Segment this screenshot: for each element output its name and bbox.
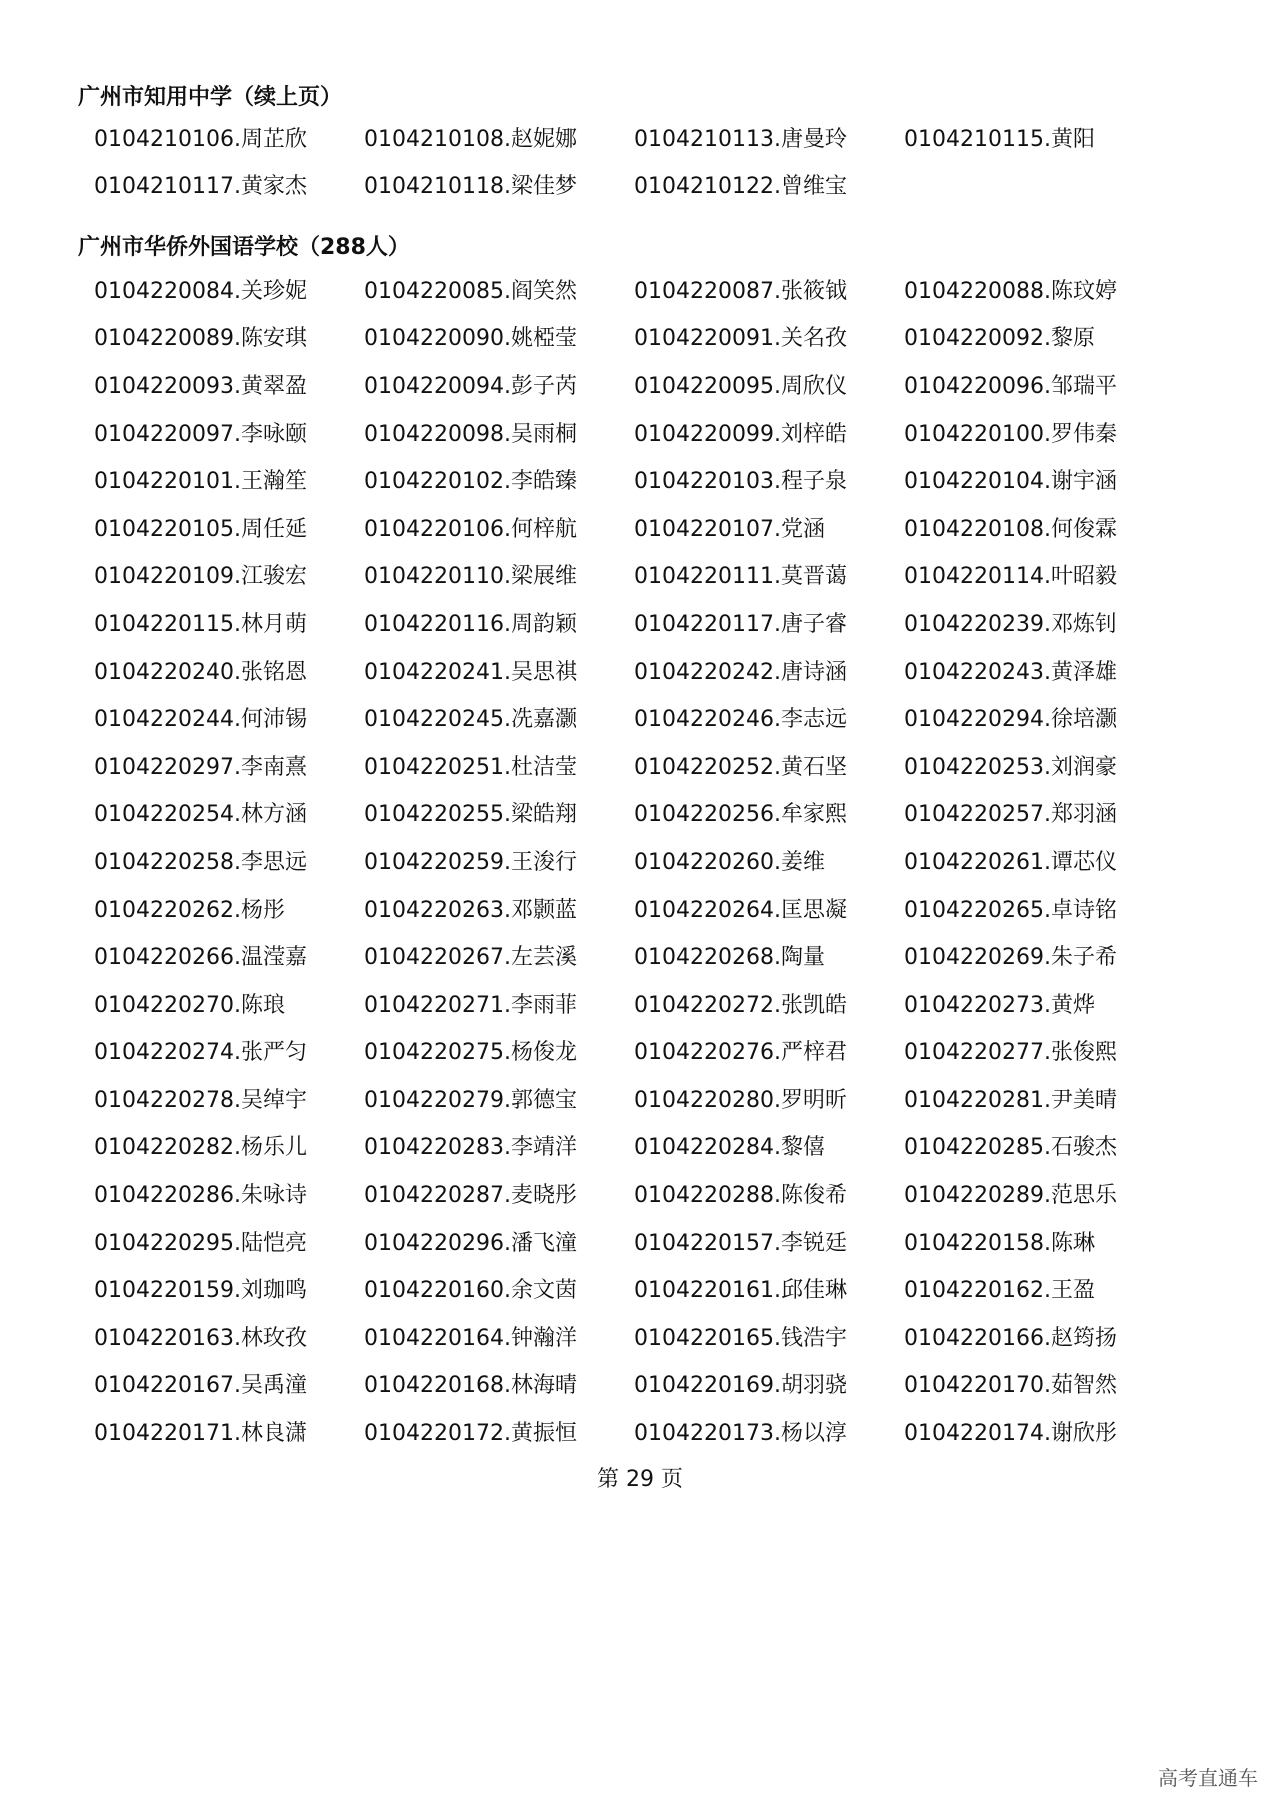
student-entry: 0104210115.黄阳 <box>904 126 1095 152</box>
student-entry: 0104220278.吴绰宇 <box>94 1087 307 1113</box>
student-entry: 0104220092.黎原 <box>904 326 1095 352</box>
student-entry: 0104220160.余文茵 <box>364 1278 577 1304</box>
student-entry: 0104220273.黄烨 <box>904 992 1095 1018</box>
student-entry: 0104220286.朱咏诗 <box>94 1183 307 1209</box>
student-entry: 0104220296.潘飞潼 <box>364 1230 577 1256</box>
student-entry: 0104220243.黄泽雄 <box>904 659 1117 685</box>
student-entry: 0104220107.党涵 <box>634 516 825 542</box>
student-entry: 0104220275.杨俊龙 <box>364 1040 577 1066</box>
watermark: 高考直通车 <box>1158 1766 1258 1790</box>
student-entry: 0104210113.唐曼玲 <box>634 126 847 152</box>
student-entry: 0104220289.范思乐 <box>904 1183 1117 1209</box>
student-entry: 0104220114.叶昭毅 <box>904 564 1117 590</box>
student-entry: 0104220263.邓颢蓝 <box>364 897 577 923</box>
student-entry: 0104220269.朱子希 <box>904 945 1117 971</box>
student-entry: 0104220297.李南熹 <box>94 754 307 780</box>
student-entry: 0104220283.李靖洋 <box>364 1135 577 1161</box>
student-entry: 0104220258.李思远 <box>94 849 307 875</box>
student-entry: 0104220257.郑羽涵 <box>904 802 1117 828</box>
student-entry: 0104220252.黄石坚 <box>634 754 847 780</box>
roster-grid-zhiyong <box>94 116 1194 211</box>
student-entry: 0104220267.左芸溪 <box>364 945 577 971</box>
student-entry: 0104220093.黄翠盈 <box>94 373 307 399</box>
student-entry: 0104220088.陈玟婷 <box>904 278 1117 304</box>
student-entry: 0104220174.谢欣彤 <box>904 1421 1117 1447</box>
student-entry: 0104220266.温滢嘉 <box>94 945 307 971</box>
student-entry: 0104220098.吴雨桐 <box>364 421 577 447</box>
student-entry: 0104220261.谭芯仪 <box>904 849 1117 875</box>
student-entry: 0104220260.姜维 <box>634 849 825 875</box>
student-entry: 0104220265.卓诗铭 <box>904 897 1117 923</box>
page-number: 第 29 页 <box>597 1467 683 1492</box>
student-entry: 0104220159.刘珈鸣 <box>94 1278 307 1304</box>
student-entry: 0104220171.林良潇 <box>94 1421 307 1447</box>
student-entry: 0104220162.王盈 <box>904 1278 1095 1304</box>
student-entry: 0104220262.杨彤 <box>94 897 285 923</box>
student-entry: 0104220277.张俊熙 <box>904 1040 1117 1066</box>
student-entry: 0104210108.赵妮娜 <box>364 126 577 152</box>
student-entry: 0104220165.钱浩宇 <box>634 1325 847 1351</box>
student-entry: 0104220110.梁展维 <box>364 564 577 590</box>
student-entry: 0104220158.陈琳 <box>904 1230 1095 1256</box>
student-entry: 0104220111.莫晋蔼 <box>634 564 847 590</box>
student-entry: 0104220256.牟家熙 <box>634 802 847 828</box>
student-entry: 0104220172.黄振恒 <box>364 1421 577 1447</box>
student-entry: 0104210122.曾维宝 <box>634 174 847 200</box>
student-entry: 0104220271.李雨菲 <box>364 992 577 1018</box>
student-entry: 0104220279.郭德宝 <box>364 1087 577 1113</box>
student-entry: 0104220245.冼嘉灏 <box>364 707 577 733</box>
student-entry: 0104220161.邱佳琳 <box>634 1278 847 1304</box>
student-entry: 0104220246.李志远 <box>634 707 847 733</box>
student-entry: 0104220244.何沛锡 <box>94 707 307 733</box>
student-entry: 0104220115.林月萌 <box>94 611 307 637</box>
student-entry: 0104220288.陈俊希 <box>634 1183 847 1209</box>
student-entry: 0104220253.刘润豪 <box>904 754 1117 780</box>
student-entry: 0104220241.吴思祺 <box>364 659 577 685</box>
student-entry: 0104220087.张筱钺 <box>634 278 847 304</box>
student-entry: 0104220167.吴禹潼 <box>94 1373 307 1399</box>
student-entry: 0104220274.张严匀 <box>94 1040 307 1066</box>
student-entry: 0104220264.匡思凝 <box>634 897 847 923</box>
student-entry: 0104220259.王浚行 <box>364 849 577 875</box>
student-entry: 0104220169.胡羽骁 <box>634 1373 847 1399</box>
student-entry: 0104220268.陶量 <box>634 945 825 971</box>
student-entry: 0104220104.谢宇涵 <box>904 469 1117 495</box>
student-entry: 0104220109.江骏宏 <box>94 564 307 590</box>
student-entry: 0104220170.茹智然 <box>904 1373 1117 1399</box>
student-entry: 0104220287.麦晓彤 <box>364 1183 577 1209</box>
student-entry: 0104220096.邹瑞平 <box>904 373 1117 399</box>
student-entry: 0104220117.唐子睿 <box>634 611 847 637</box>
student-entry: 0104220272.张凯皓 <box>634 992 847 1018</box>
student-entry: 0104220239.邓炼钊 <box>904 611 1117 637</box>
student-entry: 0104220294.徐培灏 <box>904 707 1117 733</box>
student-entry: 0104220164.钟瀚洋 <box>364 1325 577 1351</box>
student-entry: 0104220091.关名孜 <box>634 326 847 352</box>
student-entry: 0104220094.彭子芮 <box>364 373 577 399</box>
student-entry: 0104220284.黎僖 <box>634 1135 825 1161</box>
student-entry: 0104220108.何俊霖 <box>904 516 1117 542</box>
student-entry: 0104220116.周韵颖 <box>364 611 577 637</box>
student-entry: 0104220280.罗明昕 <box>634 1087 847 1113</box>
student-entry: 0104220251.杜洁莹 <box>364 754 577 780</box>
student-entry: 0104210117.黄家杰 <box>94 174 307 200</box>
student-entry: 0104220105.周任延 <box>94 516 307 542</box>
student-entry: 0104220168.林海晴 <box>364 1373 577 1399</box>
student-entry: 0104220163.林玫孜 <box>94 1325 307 1351</box>
student-entry: 0104220102.李皓臻 <box>364 469 577 495</box>
student-entry: 0104220240.张铭恩 <box>94 659 307 685</box>
student-entry: 0104220276.严梓君 <box>634 1040 847 1066</box>
student-entry: 0104210106.周芷欣 <box>94 126 307 152</box>
student-entry: 0104220089.陈安琪 <box>94 326 307 352</box>
student-entry: 0104220106.何梓航 <box>364 516 577 542</box>
student-entry: 0104220101.王瀚笙 <box>94 469 307 495</box>
student-entry: 0104220255.梁皓翔 <box>364 802 577 828</box>
student-entry: 0104220085.阎笑然 <box>364 278 577 304</box>
student-entry: 0104220097.李咏颐 <box>94 421 307 447</box>
student-entry: 0104220095.周欣仪 <box>634 373 847 399</box>
student-entry: 0104220084.关珍妮 <box>94 278 307 304</box>
student-entry: 0104220090.姚椏莹 <box>364 326 577 352</box>
student-entry: 0104220242.唐诗涵 <box>634 659 847 685</box>
student-entry: 0104220295.陆恺亮 <box>94 1230 307 1256</box>
student-entry: 0104220099.刘梓皓 <box>634 421 847 447</box>
student-entry: 0104220173.杨以淳 <box>634 1421 847 1447</box>
student-entry: 0104220254.林方涵 <box>94 802 307 828</box>
student-entry: 0104220166.赵筠扬 <box>904 1325 1117 1351</box>
section-title-huaqiao: 广州市华侨外国语学校（288人） <box>78 235 410 260</box>
student-entry: 0104220103.程子泉 <box>634 469 847 495</box>
student-entry: 0104220282.杨乐儿 <box>94 1135 307 1161</box>
student-entry: 0104220281.尹美晴 <box>904 1087 1117 1113</box>
student-entry: 0104210118.梁佳梦 <box>364 174 577 200</box>
student-entry: 0104220270.陈琅 <box>94 992 285 1018</box>
student-entry: 0104220285.石骏杰 <box>904 1135 1117 1161</box>
section-title-zhiyong: 广州市知用中学（续上页） <box>78 85 343 110</box>
student-entry: 0104220100.罗伟秦 <box>904 421 1117 447</box>
student-entry: 0104220157.李锐廷 <box>634 1230 847 1256</box>
roster-grid-huaqiao <box>94 268 1194 1458</box>
